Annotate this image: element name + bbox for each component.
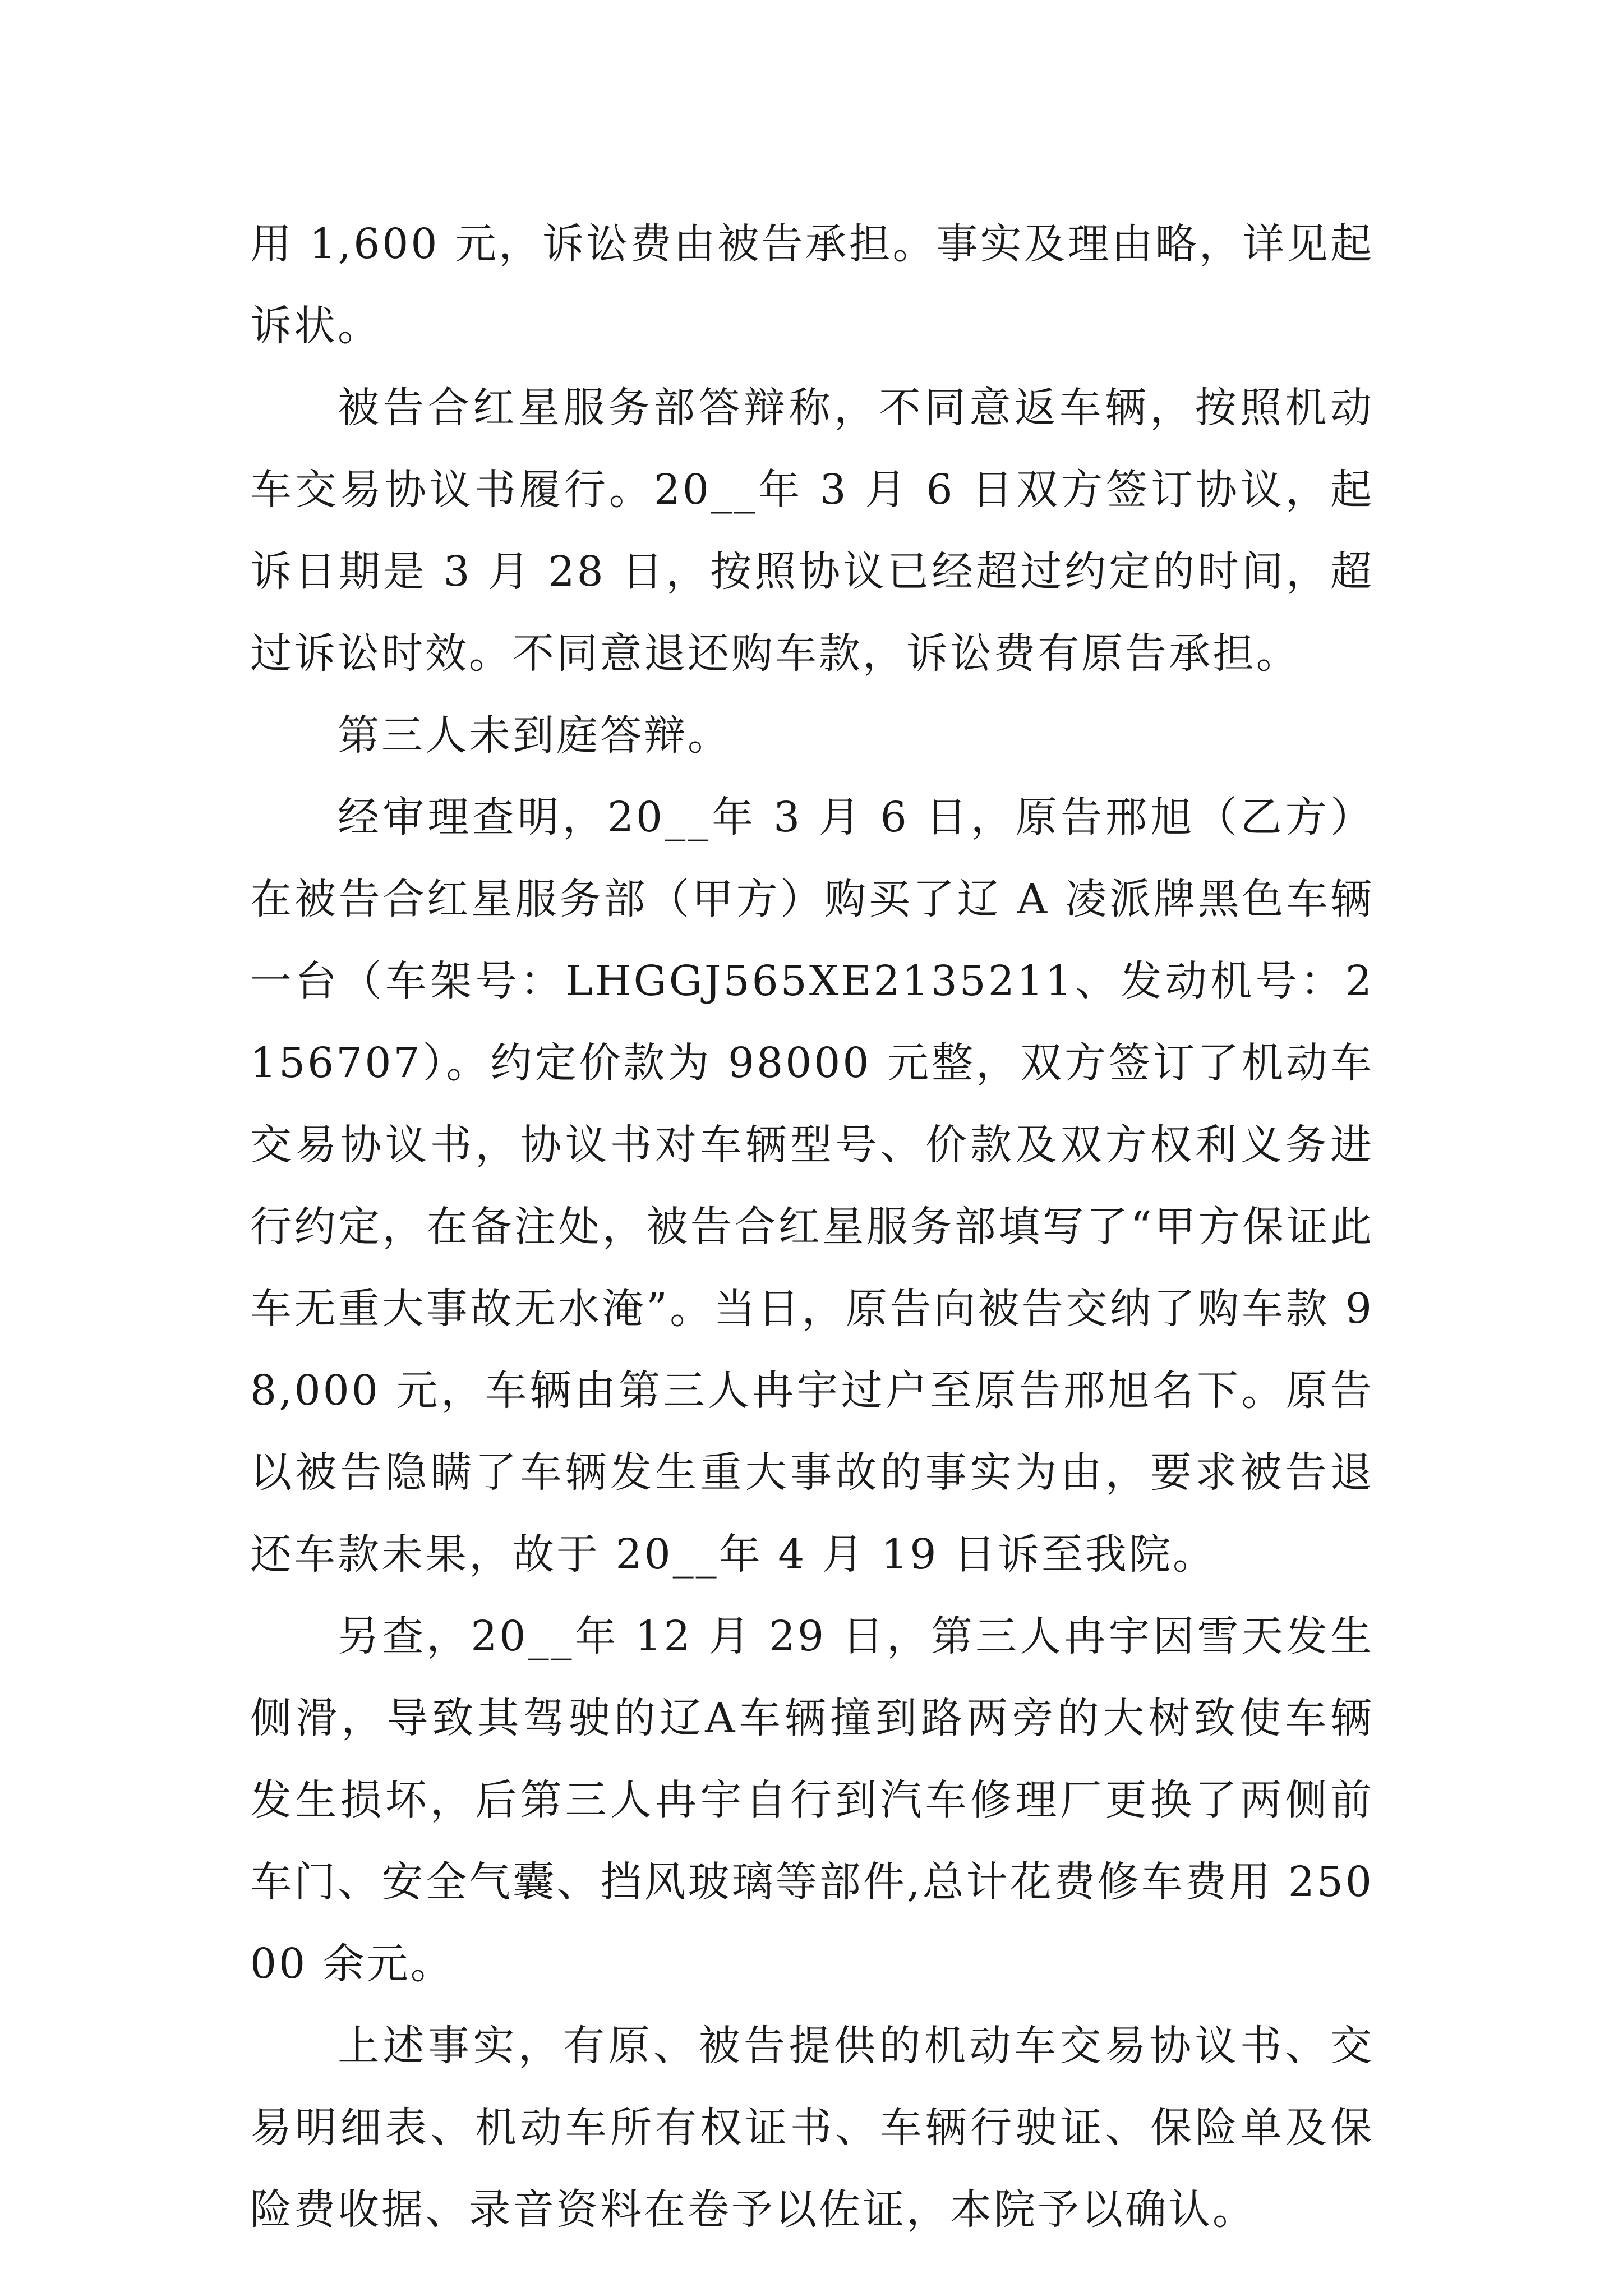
- paragraph-evidence: 上述事实，有原、被告提供的机动车交易协议书、交易明细表、机动车所有权证书、车辆行驶证、保险单及保险费收据、录音资料在卷予以佐证，本院予以确认。: [250, 2022, 1374, 2234]
- paragraph-further-findings: 另查，20__年 12 月 29 日，第三人冉宇因雪天发生侧滑，导致其驾驶的辽A车辆撞到路两旁的大树致使车辆发生损坏，后第三人冉宇自行到汽车修理厂更换了两侧前车门、安全气囊、挡风玻璃等部件,总计花费修车费用 25000 余元。: [250, 1612, 1374, 1988]
- document-body: [250, 203, 1374, 2251]
- paragraph-defendant-reply: 被告合红星服务部答辩称，不同意返车辆，按照机动车交易协议书履行。20__年 3 月 6 日双方签订协议，起诉日期是 3 月 28 日，按照协议已经超过约定的时间，超过诉讼时效。不同意退还购车款，诉讼费有原告承担。: [250, 384, 1374, 678]
- paragraph-claim-continuation: 用 1,600 元，诉讼费由被告承担。事实及理由略，详见起诉状。: [250, 220, 1374, 350]
- paragraph-findings: 经审理查明，20__年 3 月 6 日，原告邢旭（乙方）在被告合红星服务部（甲方）购买了辽 A 凌派牌黑色车辆一台（车架号：LHGGJ565XE2135211、发动机号：2156707）。约定价款为 98000 元整，双方签订了机动车交易协议书，协议书对车辆型号、价款及双方权利义务进行约定，在备注处，被告合红星服务部填写了“甲方保证此车无重大事故无水淹”。当日，原告向被告交纳了购车款 98,000 元，车辆由第三人冉宇过户至原告邢旭名下。原告以被告隐瞒了车辆发生重大事故的事实为由，要求被告退还车款未果，故于 20__年 4 月 19 日诉至我院。: [250, 793, 1374, 1579]
- paragraph-third-party-absent: 第三人未到庭答辩。: [338, 711, 731, 760]
